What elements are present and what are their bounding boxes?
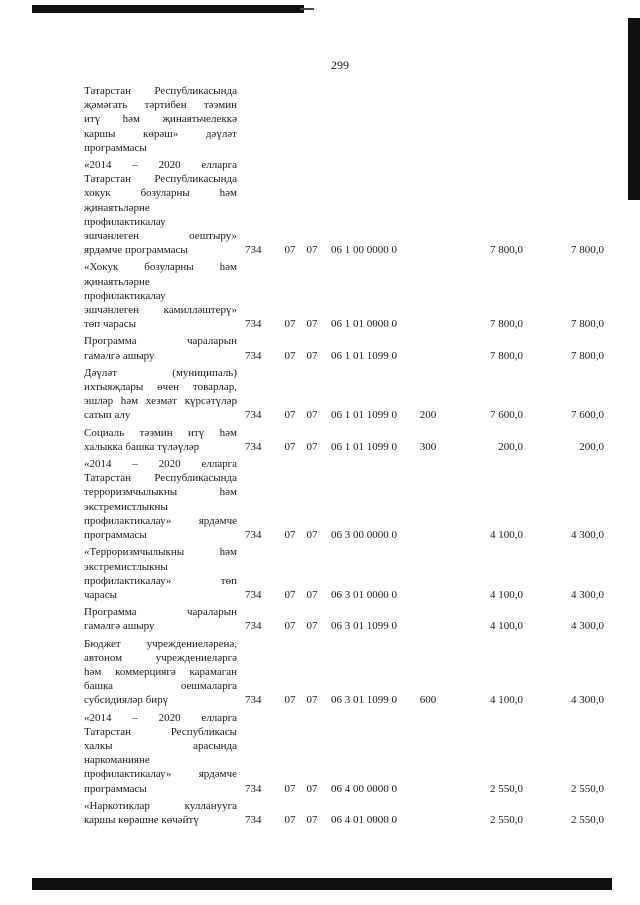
section-code: 07 xyxy=(284,813,296,826)
amount-year-1: 4 100,0 xyxy=(490,588,523,601)
description-line: Татарстан Республикасында xyxy=(84,85,237,97)
expense-type-code xyxy=(413,260,443,334)
ministry-code: 734 xyxy=(245,440,262,453)
ministry-code: 734 xyxy=(245,694,262,707)
description-line: профилактикалау xyxy=(84,289,166,302)
ministry-code: 734 xyxy=(245,409,262,422)
ministry-code: 734 xyxy=(245,349,262,362)
description-line: «Хокук бозуларны һәм xyxy=(84,261,237,274)
description-line: терроризмчылыкны һәм xyxy=(84,486,237,499)
amount-year-2: 7 800,0 xyxy=(571,244,604,257)
target-article-code: 06 1 01 1099 0 xyxy=(331,440,397,453)
description-line: «2014 – 2020 елларга xyxy=(84,159,237,172)
description-line: профилактикалау» ярдәмче xyxy=(84,514,237,527)
amount-year-1: 7 600,0 xyxy=(490,409,523,422)
section-code: 07 xyxy=(284,244,296,257)
amount-year-2: 4 300,0 xyxy=(571,694,604,707)
expense-type-code xyxy=(413,799,443,830)
subsection-code: 07 xyxy=(306,349,318,362)
row-description xyxy=(84,366,237,426)
scan-edge-bottom xyxy=(32,878,612,890)
row-description xyxy=(84,799,237,830)
description-line: экстремистлыкны xyxy=(84,500,168,513)
amount-year-1: 4 100,0 xyxy=(490,529,523,542)
description-line: һәм коммерциягә карамаган xyxy=(84,665,237,678)
target-article-code: 06 3 01 0000 0 xyxy=(331,588,397,601)
table-row xyxy=(84,84,604,158)
row-description xyxy=(84,334,237,365)
section-code: 07 xyxy=(284,440,296,453)
table-body xyxy=(84,84,604,830)
description-line: хокук бозуларны һәм xyxy=(84,187,237,200)
description-line: халкы арасында xyxy=(84,739,237,752)
table-row xyxy=(84,158,604,260)
section-code: 07 xyxy=(284,620,296,633)
description-line: наркоманияне xyxy=(84,754,150,767)
description-line: автоном учреждениеләргә xyxy=(84,651,237,664)
amount-year-2: 4 300,0 xyxy=(571,620,604,633)
description-line: чарасы xyxy=(84,588,118,601)
subsection-code: 07 xyxy=(306,409,318,422)
description-line: профилактикалау» төп xyxy=(84,574,237,587)
amount-year-1 xyxy=(443,84,523,158)
section-code: 07 xyxy=(284,318,296,331)
amount-year-2: 2 550,0 xyxy=(571,813,604,826)
amount-year-1: 7 800,0 xyxy=(490,349,523,362)
subsection-code: 07 xyxy=(306,244,318,257)
section-code: 07 xyxy=(284,349,296,362)
budget-table xyxy=(84,84,604,830)
description-line: җәмәгать тәртибен тәэмин xyxy=(84,99,237,112)
expense-type-code xyxy=(413,545,443,605)
row-description xyxy=(84,260,237,334)
amount-year-1: 7 800,0 xyxy=(490,244,523,257)
description-line: программасы xyxy=(84,782,147,795)
subsection-code: 07 xyxy=(306,588,318,601)
description-line: «Наркотиклар кулланууга xyxy=(84,799,237,812)
subsection-code: 07 xyxy=(306,694,318,707)
section-code: 07 xyxy=(284,694,296,707)
amount-year-2: 4 300,0 xyxy=(571,588,604,601)
table-row xyxy=(84,637,604,711)
section-code xyxy=(279,84,301,158)
description-line: экстремистлыкны xyxy=(84,560,168,573)
description-line: эшчәнлеген камилләштерү» xyxy=(84,304,237,317)
scan-edge-top xyxy=(32,5,304,13)
description-line: Татарстан Республикасы xyxy=(84,725,237,738)
ministry-code: 734 xyxy=(245,588,262,601)
target-article-code: 06 1 01 1099 0 xyxy=(331,349,397,362)
amount-year-2: 2 550,0 xyxy=(571,782,604,795)
subsection-code: 07 xyxy=(306,529,318,542)
subsection-code: 07 xyxy=(306,813,318,826)
row-description xyxy=(84,158,237,260)
target-article-code: 06 4 01 0000 0 xyxy=(331,813,397,826)
description-line: профилактикалау xyxy=(84,215,166,228)
subsection-code xyxy=(301,84,323,158)
amount-year-1: 4 100,0 xyxy=(490,620,523,633)
expense-type-code xyxy=(413,84,443,158)
table-row xyxy=(84,260,604,334)
subsection-code: 07 xyxy=(306,318,318,331)
page-number: 299 xyxy=(331,58,349,72)
description-line: программасы xyxy=(84,141,147,154)
section-code: 07 xyxy=(284,782,296,795)
amount-year-2: 200,0 xyxy=(579,440,604,453)
scan-edge-top-tail xyxy=(300,8,314,10)
amount-year-2: 7 600,0 xyxy=(571,409,604,422)
row-description xyxy=(84,637,237,711)
table-row xyxy=(84,711,604,799)
description-line: Программа чараларын xyxy=(84,606,237,619)
ministry-code: 734 xyxy=(245,318,262,331)
expense-type-code: 600 xyxy=(419,694,437,707)
amount-year-1: 2 550,0 xyxy=(490,813,523,826)
row-description xyxy=(84,426,237,457)
target-article-code: 06 3 01 1099 0 xyxy=(331,694,397,707)
row-description xyxy=(84,605,237,636)
target-article-code: 06 1 01 0000 0 xyxy=(331,318,397,331)
amount-year-2: 4 300,0 xyxy=(571,529,604,542)
description-line: субсидияләр бирү xyxy=(84,694,169,707)
expense-type-code xyxy=(413,334,443,365)
expense-type-code xyxy=(413,605,443,636)
description-line: эшләр һәм хезмәт күрсәтүләр xyxy=(84,395,237,408)
description-line: программасы xyxy=(84,529,147,542)
target-article-code: 06 1 00 0000 0 xyxy=(331,244,397,257)
row-description xyxy=(84,457,237,545)
description-line: гамәлгә ашыру xyxy=(84,620,155,633)
description-line: Программа чараларын xyxy=(84,335,237,348)
row-description xyxy=(84,84,237,158)
expense-type-code xyxy=(413,711,443,799)
description-line: итү һәм җинаятьчелеккә xyxy=(84,113,237,126)
description-line: «2014 – 2020 елларга xyxy=(84,458,237,471)
amount-year-1: 200,0 xyxy=(498,440,523,453)
description-line: профилактикалау» ярдәмче xyxy=(84,768,237,781)
target-article-code: 06 3 01 1099 0 xyxy=(331,620,397,633)
description-line: җинаятьләрне xyxy=(84,201,150,214)
amount-year-2: 7 800,0 xyxy=(571,349,604,362)
table-row xyxy=(84,426,604,457)
description-line: Бюджет учреждениеләренә, xyxy=(84,637,237,650)
subsection-code: 07 xyxy=(306,620,318,633)
target-article-code: 06 1 01 1099 0 xyxy=(331,409,397,422)
ministry-code: 734 xyxy=(245,782,262,795)
expense-type-code xyxy=(413,158,443,260)
target-article-code: 06 3 00 0000 0 xyxy=(331,529,397,542)
amount-year-1: 7 800,0 xyxy=(490,318,523,331)
description-line: каршы көрәшне көчәйтү xyxy=(84,813,199,826)
description-line: сатып алу xyxy=(84,409,131,422)
ministry-code xyxy=(237,84,279,158)
ministry-code: 734 xyxy=(245,244,262,257)
description-line: ярдәмче программасы xyxy=(84,244,188,257)
table-row xyxy=(84,605,604,636)
description-line: каршы көрәш» дәүләт xyxy=(84,127,237,140)
row-description xyxy=(84,545,237,605)
row-description xyxy=(84,711,237,799)
table-row xyxy=(84,334,604,365)
description-line: «Терроризмчылыкны һәм xyxy=(84,546,237,559)
amount-year-1: 4 100,0 xyxy=(490,694,523,707)
description-line: ихтыяҗлары өчен товарлар, xyxy=(84,381,237,394)
expense-type-code xyxy=(413,457,443,545)
expense-type-code: 300 xyxy=(419,440,437,453)
subsection-code: 07 xyxy=(306,440,318,453)
section-code: 07 xyxy=(284,409,296,422)
table-row xyxy=(84,799,604,830)
ministry-code: 734 xyxy=(245,813,262,826)
description-line: Дәүләт (муниципаль) xyxy=(84,366,237,379)
subsection-code: 07 xyxy=(306,782,318,795)
description-line: Татарстан Республикасында xyxy=(84,472,237,485)
description-line: җинаятьләрне xyxy=(84,275,150,288)
description-line: Татарстан Республикасында xyxy=(84,173,237,186)
description-line: Социаль тәэмин итү һәм xyxy=(84,426,237,439)
ministry-code: 734 xyxy=(245,620,262,633)
description-line: эшчәнлеген оештыру» xyxy=(84,230,237,243)
section-code: 07 xyxy=(284,529,296,542)
target-article-code xyxy=(323,84,413,158)
amount-year-2 xyxy=(523,84,604,158)
description-line: халыкка башка түләүләр xyxy=(84,440,200,453)
description-line: гамәлгә ашыру xyxy=(84,349,155,362)
description-line: «2014 – 2020 елларга xyxy=(84,711,237,724)
amount-year-2: 7 800,0 xyxy=(571,318,604,331)
scan-edge-right xyxy=(628,18,640,200)
amount-year-1: 2 550,0 xyxy=(490,782,523,795)
table-row xyxy=(84,457,604,545)
ministry-code: 734 xyxy=(245,529,262,542)
expense-type-code: 200 xyxy=(419,409,437,422)
description-line: төп чарасы xyxy=(84,318,137,331)
section-code: 07 xyxy=(284,588,296,601)
table-row xyxy=(84,545,604,605)
description-line: башка оешмаларга xyxy=(84,680,237,693)
table-row xyxy=(84,366,604,426)
target-article-code: 06 4 00 0000 0 xyxy=(331,782,397,795)
